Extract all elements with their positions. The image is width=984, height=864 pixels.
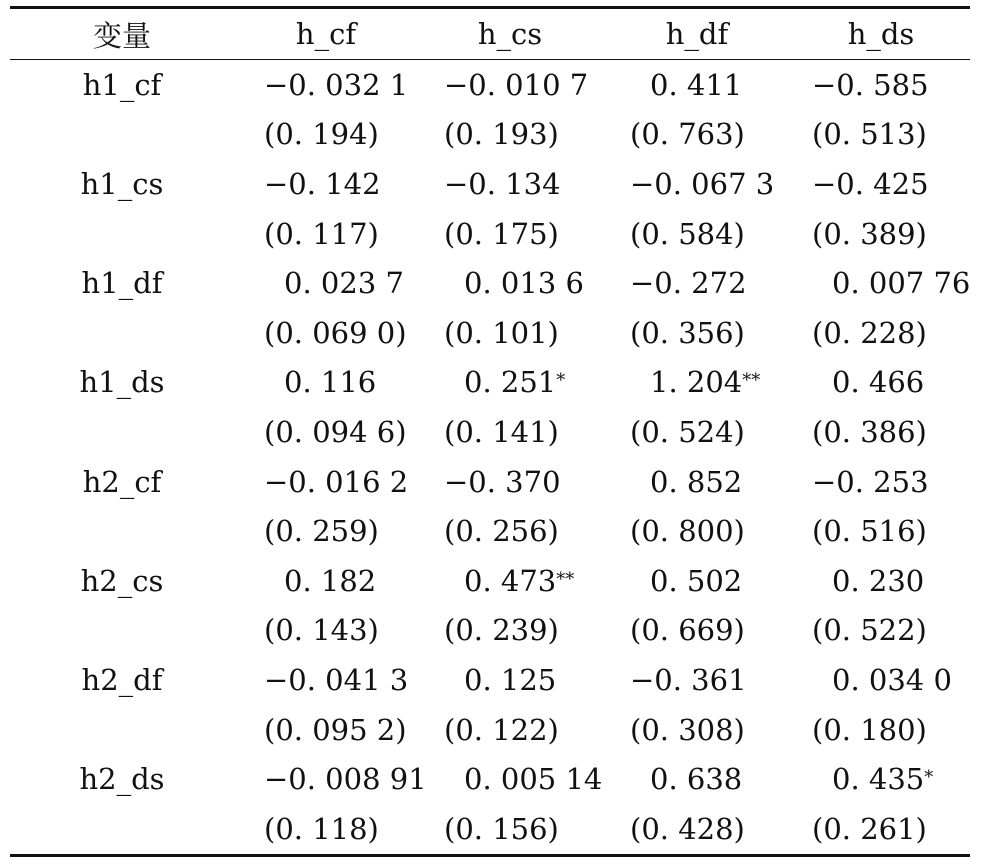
coef-cell-h-cs <box>418 159 602 209</box>
table-row-coef <box>10 457 970 507</box>
coef-cell-h-df <box>602 258 792 308</box>
coef-cell-h-ds <box>792 457 970 507</box>
table-row-se <box>10 308 970 358</box>
empty-cell <box>10 407 234 457</box>
coef-value: 0. 251 <box>464 365 557 400</box>
coef-cell-h-cs <box>418 754 602 804</box>
se-cell-h-ds: (0. 228) <box>812 315 927 350</box>
header-h-ds: h_ds <box>847 17 915 51</box>
coef-cell-h-df <box>602 60 792 110</box>
coef-cell-h-cf <box>234 457 418 507</box>
header-variable: 变量 <box>92 18 151 53</box>
coef-value: 0. 013 6 <box>464 266 584 301</box>
table-row-se <box>10 110 970 160</box>
coef-value: 0. 005 14 <box>464 762 603 797</box>
coef-cell-h-df <box>602 556 792 606</box>
coef-cell-h-ds <box>792 358 970 408</box>
variable-name: h1_cf <box>82 67 162 102</box>
table-row-coef <box>10 159 970 209</box>
coef-value: −0. 008 91 <box>264 762 427 797</box>
se-cell-h-cf: (0. 143) <box>264 613 379 648</box>
coef-value: 0. 502 <box>650 563 743 598</box>
coef-value: −0. 041 3 <box>264 662 409 697</box>
se-cell-h-df: (0. 428) <box>630 811 745 846</box>
coef-value: 0. 125 <box>464 662 557 697</box>
coef-cell-h-cf <box>234 754 427 804</box>
se-cell-h-ds: (0. 386) <box>812 414 927 449</box>
coef-value: 1. 204 <box>650 365 743 400</box>
empty-cell <box>10 506 234 556</box>
empty-cell <box>10 804 234 854</box>
se-cell-h-cs: (0. 193) <box>444 117 559 152</box>
variable-name: h1_ds <box>79 365 165 400</box>
se-cell-h-ds: (0. 261) <box>812 811 927 846</box>
coef-value: 0. 852 <box>650 464 743 499</box>
se-cell-h-ds: (0. 180) <box>812 712 927 747</box>
coef-cell-h-cs <box>418 60 602 110</box>
coef-value: 0. 466 <box>832 365 925 400</box>
coef-cell-h-df <box>602 159 792 209</box>
se-cell-h-df: (0. 356) <box>630 315 745 350</box>
coef-cell-h-ds <box>792 655 970 705</box>
coef-value: 0. 230 <box>832 563 925 598</box>
coef-cell-h-ds <box>792 556 970 606</box>
se-cell-h-ds: (0. 516) <box>812 514 927 549</box>
table-row-se <box>10 506 970 556</box>
se-cell-h-cf: (0. 118) <box>264 811 379 846</box>
se-cell-h-cs: (0. 175) <box>444 216 559 251</box>
coef-value: 0. 473 <box>464 563 557 598</box>
coef-value: 0. 435 <box>832 762 925 797</box>
se-cell-h-df: (0. 584) <box>630 216 745 251</box>
coef-value: −0. 142 <box>264 166 381 201</box>
se-cell-h-ds: (0. 389) <box>812 216 927 251</box>
coef-value: −0. 361 <box>630 662 747 697</box>
significance-marker: ** <box>742 370 761 392</box>
se-cell-h-df: (0. 308) <box>630 712 745 747</box>
regression-table <box>10 9 970 854</box>
table-row-se <box>10 209 970 259</box>
coef-cell-h-df <box>602 358 792 408</box>
coef-cell-h-cf <box>234 358 418 408</box>
table-row-coef <box>10 556 970 606</box>
coef-value: −0. 134 <box>444 166 561 201</box>
coef-value: −0. 253 <box>812 464 929 499</box>
se-cell-h-df: (0. 669) <box>630 613 745 648</box>
variable-name: h2_df <box>81 662 163 697</box>
empty-cell <box>10 308 234 358</box>
coef-cell-h-df <box>602 457 792 507</box>
table-row-coef <box>10 60 970 110</box>
coef-value: 0. 007 76 <box>832 266 971 301</box>
se-cell-h-ds: (0. 522) <box>812 613 927 648</box>
coef-value: −0. 272 <box>630 266 747 301</box>
coef-cell-h-ds <box>792 258 970 308</box>
coef-cell-h-cf <box>234 258 418 308</box>
variable-name: h1_cs <box>80 166 164 201</box>
coef-value: −0. 032 1 <box>264 67 409 102</box>
header-h-cf: h_cf <box>295 17 357 51</box>
variable-name: h2_ds <box>79 762 165 797</box>
se-cell-h-cs: (0. 256) <box>444 514 559 549</box>
coef-cell-h-cs <box>418 457 602 507</box>
coef-cell-h-ds <box>792 60 970 110</box>
table-row-coef <box>10 655 970 705</box>
se-cell-h-cf: (0. 095 2) <box>264 712 407 747</box>
se-cell-h-df: (0. 800) <box>630 514 745 549</box>
coef-value: −0. 010 7 <box>444 67 589 102</box>
significance-marker: ** <box>556 568 575 590</box>
header-h-df: h_df <box>665 17 729 51</box>
coef-value: 0. 116 <box>284 365 377 400</box>
se-cell-h-cf: (0. 117) <box>264 216 379 251</box>
coef-cell-h-cf <box>234 556 418 606</box>
se-cell-h-cs: (0. 239) <box>444 613 559 648</box>
header-h-cs: h_cs <box>477 17 543 51</box>
coef-value: 0. 411 <box>650 67 743 102</box>
se-cell-h-cf: (0. 069 0) <box>264 315 407 350</box>
empty-cell <box>10 606 234 656</box>
se-cell-h-df: (0. 763) <box>630 117 745 152</box>
se-cell-h-ds: (0. 513) <box>812 117 927 152</box>
coef-value: 0. 638 <box>650 762 743 797</box>
se-cell-h-cf: (0. 094 6) <box>264 414 407 449</box>
table-row-se <box>10 705 970 755</box>
se-cell-h-cs: (0. 141) <box>444 414 559 449</box>
coef-value: −0. 425 <box>812 166 929 201</box>
coef-cell-h-df <box>602 754 792 804</box>
se-cell-h-cf: (0. 259) <box>264 514 379 549</box>
coef-value: −0. 067 3 <box>630 166 775 201</box>
coef-cell-h-cf <box>234 655 418 705</box>
se-cell-h-cs: (0. 156) <box>444 811 559 846</box>
table-row-se <box>10 407 970 457</box>
coef-value: −0. 585 <box>812 67 929 102</box>
coef-value: 0. 023 7 <box>284 266 404 301</box>
se-cell-h-cs: (0. 101) <box>444 315 559 350</box>
se-cell-h-cf: (0. 194) <box>264 117 379 152</box>
table-body <box>10 59 970 854</box>
coef-value: 0. 034 0 <box>832 662 952 697</box>
regression-table-container <box>10 6 970 857</box>
coef-cell-h-cs <box>418 258 602 308</box>
variable-name: h1_df <box>81 266 163 301</box>
coef-value: 0. 182 <box>284 563 377 598</box>
coef-value: −0. 016 2 <box>264 464 409 499</box>
coef-cell-h-cs <box>418 655 602 705</box>
coef-cell-h-ds <box>792 159 970 209</box>
empty-cell <box>10 209 234 259</box>
se-cell-h-cs: (0. 122) <box>444 712 559 747</box>
header-row <box>10 9 970 59</box>
table-row-se <box>10 804 970 854</box>
coef-cell-h-df <box>602 655 792 705</box>
se-cell-h-df: (0. 524) <box>630 414 745 449</box>
coef-cell-h-ds <box>792 754 970 804</box>
table-row-coef <box>10 754 970 804</box>
empty-cell <box>10 705 234 755</box>
coef-cell-h-cs <box>418 358 602 408</box>
variable-name: h2_cf <box>82 464 162 499</box>
empty-cell <box>10 110 234 160</box>
table-row-se <box>10 606 970 656</box>
significance-marker: * <box>924 767 934 789</box>
coef-cell-h-cf <box>234 60 418 110</box>
table-row-coef <box>10 358 970 408</box>
coef-value: −0. 370 <box>444 464 561 499</box>
coef-cell-h-cs <box>418 556 602 606</box>
bottom-rule <box>10 854 970 857</box>
variable-name: h2_cs <box>80 563 164 598</box>
coef-cell-h-cf <box>234 159 418 209</box>
table-row-coef <box>10 258 970 308</box>
significance-marker: * <box>556 370 566 392</box>
